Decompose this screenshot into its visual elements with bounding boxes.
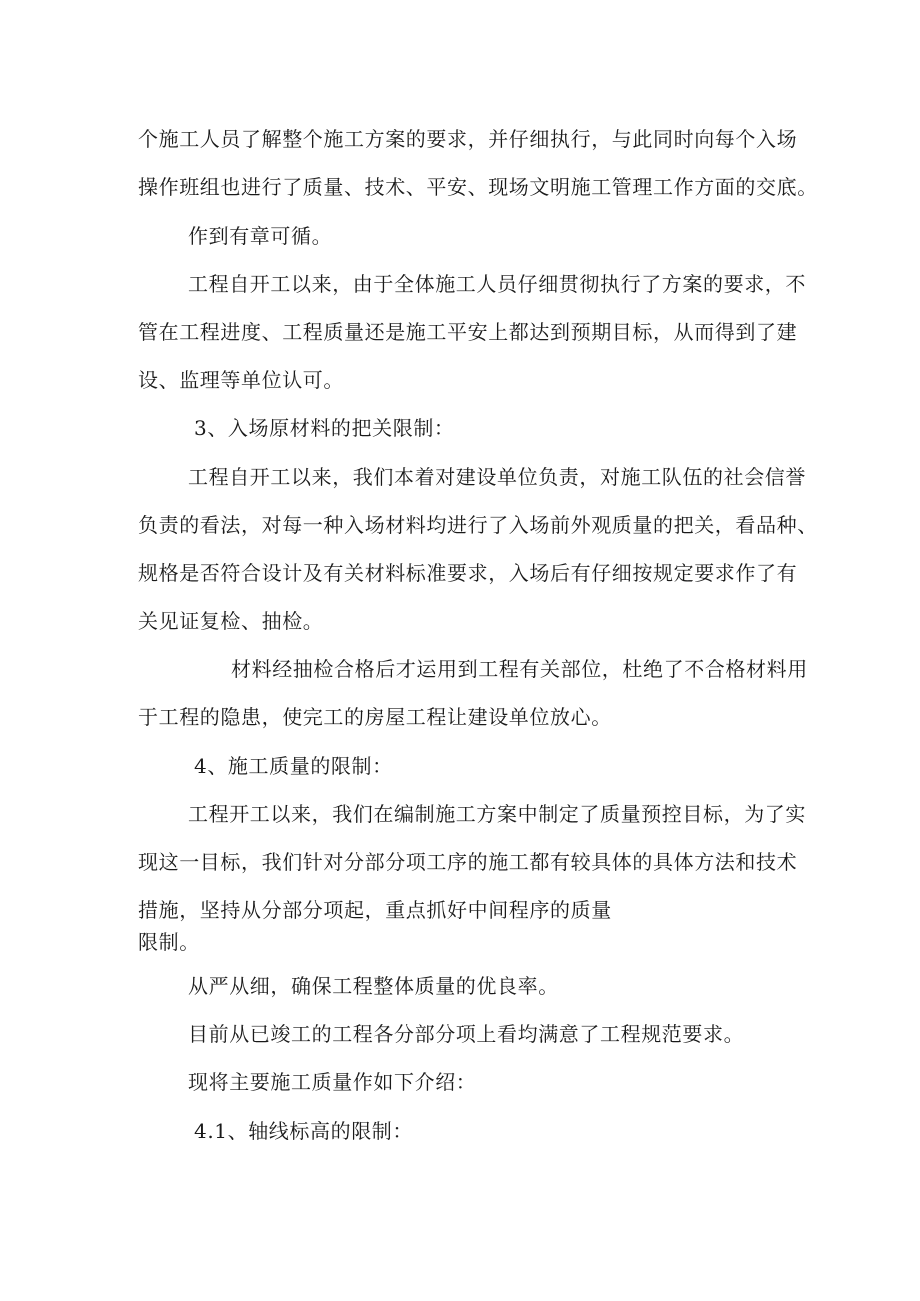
paragraph-line: 管在工程进度、工程质量还是施工平安上都达到预期目标，从而得到了建 xyxy=(138,320,798,344)
section-heading: 3、入场原材料的把关限制： xyxy=(194,416,455,440)
paragraph-line: 于工程的隐患，使完工的房屋工程让建设单位放心。 xyxy=(138,705,612,729)
paragraph-line: 操作班组也进行了质量、技术、平安、现场文明施工管理工作方面的交底。 xyxy=(138,175,818,199)
paragraph-line: 个施工人员了解整个施工方案的要求，并仔细执行，与此同时向每个入场 xyxy=(138,127,798,151)
paragraph-line: 现这一目标，我们针对分部分项工序的施工都有较具体的具体方法和技术 xyxy=(138,850,798,874)
paragraph-line: 工程自开工以来，由于全体施工人员仔细贯彻执行了方案的要求，不 xyxy=(188,272,806,296)
paragraph-line: 现将主要施工质量作如下介绍： xyxy=(188,1070,477,1094)
paragraph-line: 作到有章可循。 xyxy=(188,224,333,248)
paragraph-line: 工程自开工以来，我们本着对建设单位负责，对施工队伍的社会信誉 xyxy=(188,465,806,489)
section-heading: 4、施工质量的限制： xyxy=(194,754,393,778)
paragraph-line: 材料经抽检合格后才运用到工程有关部位，杜绝了不合格材料用 xyxy=(231,657,808,681)
paragraph-line: 规格是否符合设计及有关材料标准要求，入场后有仔细按规定要求作了有 xyxy=(138,561,798,585)
paragraph-line: 措施，坚持从分部分项起，重点抓好中间程序的质量 xyxy=(138,898,612,922)
paragraph-line: 限制。 xyxy=(138,930,200,954)
section-heading: 4.1、轴线标高的限制： xyxy=(194,1119,414,1143)
paragraph-line: 负责的看法，对每一种入场材料均进行了入场前外观质量的把关，看品种、 xyxy=(138,513,818,537)
paragraph-line: 从严从细，确保工程整体质量的优良率。 xyxy=(188,974,559,998)
paragraph-line: 设、监理等单位认可。 xyxy=(138,368,344,392)
paragraph-line: 工程开工以来，我们在编制施工方案中制定了质量预控目标，为了实 xyxy=(188,802,806,826)
paragraph-line: 关见证复检、抽检。 xyxy=(138,609,324,633)
paragraph-line: 目前从已竣工的工程各分部分项上看均满意了工程规范要求。 xyxy=(188,1022,745,1046)
